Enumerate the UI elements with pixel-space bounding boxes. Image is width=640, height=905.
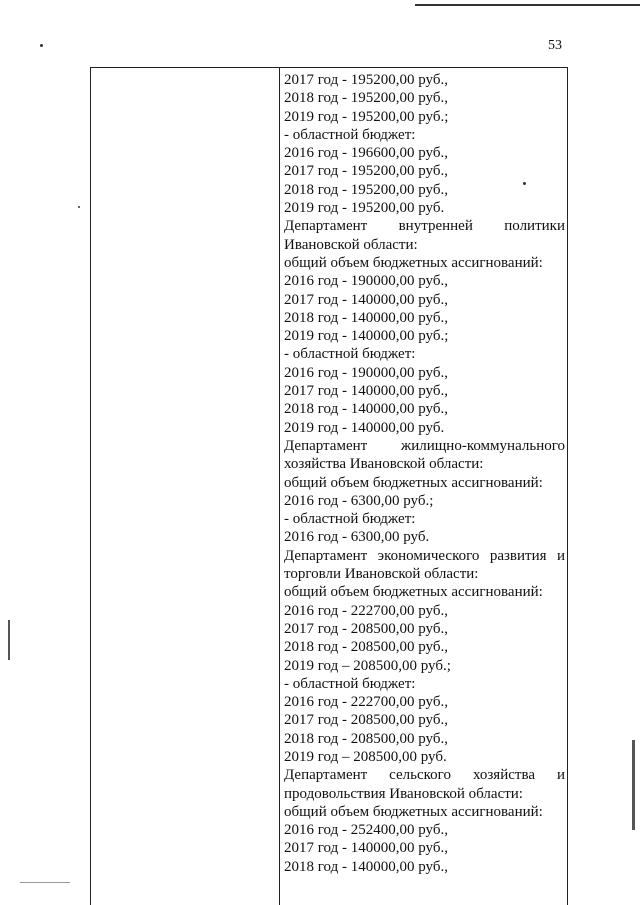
text-line: 2017 год - 195200,00 руб., bbox=[284, 163, 448, 180]
text-line: 2019 год - 195200,00 руб. bbox=[284, 200, 445, 217]
text-line: Ивановской области: bbox=[284, 236, 418, 253]
text-line: 2018 год - 195200,00 руб., bbox=[284, 90, 448, 107]
scan-speck bbox=[78, 206, 80, 208]
scan-margin-mark bbox=[8, 620, 10, 660]
document-table bbox=[90, 67, 568, 905]
text-line: Департамент сельского хозяйства и bbox=[284, 767, 565, 784]
text-line: - областной бюджет: bbox=[284, 511, 416, 528]
text-line: 2018 год - 195200,00 руб., bbox=[284, 181, 448, 198]
table-right-cell bbox=[284, 71, 565, 876]
text-line: - областной бюджет: bbox=[284, 126, 416, 143]
text-line: 2019 год - 195200,00 руб.; bbox=[284, 108, 449, 125]
text-line: - областной бюджет: bbox=[284, 346, 416, 363]
text-line: 2019 год - 140000,00 руб. bbox=[284, 419, 445, 436]
text-line: Департамент экономического развития и bbox=[284, 547, 565, 564]
text-line: торговли Ивановской области: bbox=[284, 566, 479, 583]
text-line: 2016 год - 190000,00 руб., bbox=[284, 364, 448, 381]
text-line: 2016 год - 196600,00 руб., bbox=[284, 145, 448, 162]
text-line: 2016 год - 6300,00 руб.; bbox=[284, 492, 434, 509]
scan-bottom-mark bbox=[20, 882, 70, 883]
text-line: Департамент внутренней политики bbox=[284, 218, 565, 235]
scan-top-rule bbox=[415, 4, 640, 6]
text-line: 2016 год - 252400,00 руб., bbox=[284, 822, 448, 839]
text-line: 2016 год - 6300,00 руб. bbox=[284, 529, 430, 546]
text-line: 2017 год - 140000,00 руб., bbox=[284, 291, 448, 308]
text-line: 2018 год - 140000,00 руб., bbox=[284, 858, 448, 875]
text-line: 2018 год - 208500,00 руб., bbox=[284, 639, 448, 656]
scan-edge-mark bbox=[632, 740, 635, 830]
text-line: общий объем бюджетных ассигнований: bbox=[284, 254, 543, 271]
text-line: 2018 год - 140000,00 руб., bbox=[284, 401, 448, 418]
text-line: 2016 год - 190000,00 руб., bbox=[284, 273, 448, 290]
text-line: продовольствия Ивановской области: bbox=[284, 785, 523, 802]
text-line: 2017 год - 208500,00 руб., bbox=[284, 620, 448, 637]
text-line: 2018 год - 140000,00 руб., bbox=[284, 309, 448, 326]
column-divider bbox=[279, 68, 280, 905]
text-line: 2018 год - 208500,00 руб., bbox=[284, 730, 448, 747]
text-line: 2019 год – 208500,00 руб.; bbox=[284, 657, 451, 674]
text-line: общий объем бюджетных ассигнований: bbox=[284, 584, 543, 601]
text-line: 2017 год - 195200,00 руб., bbox=[284, 72, 448, 88]
text-line: 2019 год - 140000,00 руб.; bbox=[284, 328, 449, 345]
text-line: 2016 год - 222700,00 руб., bbox=[284, 694, 448, 711]
text-line: 2016 год - 222700,00 руб., bbox=[284, 602, 448, 619]
text-line: 2017 год - 208500,00 руб., bbox=[284, 712, 448, 729]
page-number: 53 bbox=[548, 38, 562, 53]
text-line: общий объем бюджетных ассигнований: bbox=[284, 474, 543, 491]
text-line: хозяйства Ивановской области: bbox=[284, 456, 484, 473]
scan-speck bbox=[40, 44, 43, 47]
text-line: общий объем бюджетных ассигнований: bbox=[284, 803, 543, 820]
text-line: 2017 год - 140000,00 руб., bbox=[284, 383, 448, 400]
text-line: - областной бюджет: bbox=[284, 675, 416, 692]
text-line: 2019 год – 208500,00 руб. bbox=[284, 748, 447, 765]
text-line: 2017 год - 140000,00 руб., bbox=[284, 840, 448, 857]
text-line: Департамент жилищно-коммунального bbox=[284, 437, 565, 454]
